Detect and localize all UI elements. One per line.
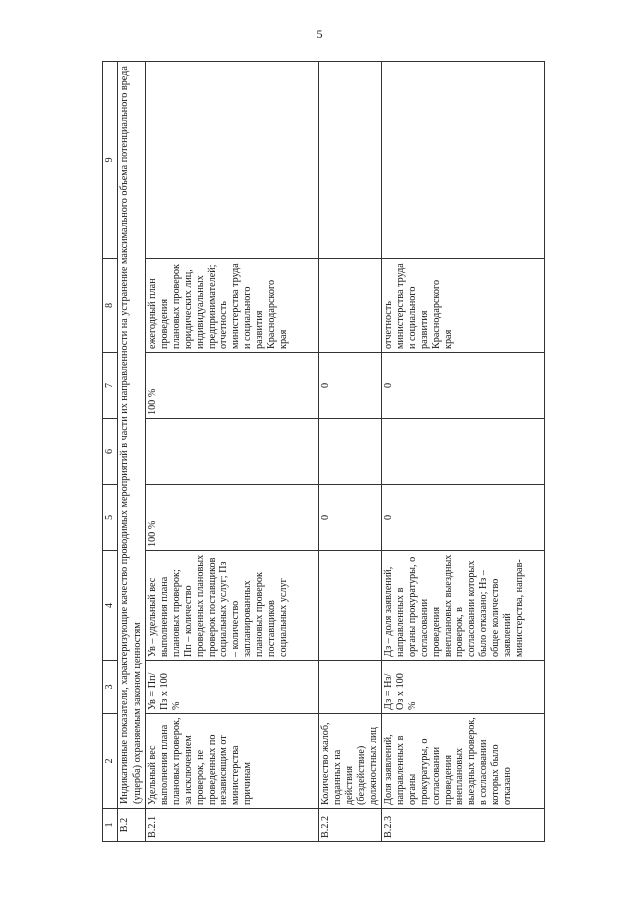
row-col9 xyxy=(319,62,382,259)
row-formula xyxy=(319,661,382,714)
col-num: 7 xyxy=(103,353,118,419)
col-num: 8 xyxy=(103,259,118,353)
section-code: В.2 xyxy=(118,809,146,842)
row-formula: Ув = Пп/Пз x 100 % xyxy=(146,661,319,714)
row-col5: 0 xyxy=(319,485,382,551)
col-num: 2 xyxy=(103,714,118,809)
row-col6 xyxy=(319,419,382,485)
row-col6 xyxy=(146,419,319,485)
column-number-row xyxy=(103,62,118,842)
row-code: В.2.2 xyxy=(319,809,382,842)
row-source: отчетность министерства труда и социального развития Краснодарского края xyxy=(382,259,545,353)
row-col9 xyxy=(382,62,545,259)
section-title: Индикативные показатели, характеризующие качество проводимых мероприятий в части их направленности на устранение максимального объема потенциального вреда (ущерба) охраняемым законом ценностям xyxy=(118,62,146,809)
row-description: Ув – удельный вес выполнения плана плановых проверок; Пп – количество проведенных плановых проверок поставщиков социальных услуг; Пз – количество запланированных плановых проверок поставщиков социальных услуг xyxy=(146,551,319,661)
row-indicator: Количество жалоб, поданных на действия (бездействие) должностных лиц xyxy=(319,714,382,809)
row-source xyxy=(319,259,382,353)
row-description xyxy=(319,551,382,661)
row-col9 xyxy=(146,62,319,259)
row-col6 xyxy=(382,419,545,485)
row-col7: 0 xyxy=(319,353,382,419)
row-code: В.2.1 xyxy=(146,809,319,842)
row-col5: 100 % xyxy=(146,485,319,551)
row-formula: Дз = Нз/Оз x 100 % xyxy=(382,661,545,714)
page-number: 5 xyxy=(316,27,323,41)
col-num: 5 xyxy=(103,485,118,551)
col-num: 3 xyxy=(103,661,118,714)
row-col5: 0 xyxy=(382,485,545,551)
row-col7: 100 % xyxy=(146,353,319,419)
table-row xyxy=(146,62,319,842)
row-description: Дз – доля заявлений, направленных в органы прокуратуры, о согласовании проведения внеплановых выездных проверок, в согласовании которых было отказано; Нз – общее количество заявлений министерства, направ- xyxy=(382,551,545,661)
rotated-table-wrapper xyxy=(102,62,542,842)
col-num: 1 xyxy=(103,809,118,842)
col-num: 9 xyxy=(103,62,118,259)
row-source: ежегодный план проведения плановых проверок юридических лиц, индивидуальных предпринимателей; отчетность министерства труда и социального развития Краснодарского края xyxy=(146,259,319,353)
table-row xyxy=(382,62,545,842)
indicators-table xyxy=(102,61,545,842)
row-indicator: Удельный вес выполнения плана плановых проверок, за исключением проверок, не проведенных по независящим от министерства причинам xyxy=(146,714,319,809)
col-num: 4 xyxy=(103,551,118,661)
section-row xyxy=(118,62,146,842)
row-code: В.2.3 xyxy=(382,809,545,842)
col-num: 6 xyxy=(103,419,118,485)
row-col7: 0 xyxy=(382,353,545,419)
row-indicator: Доля заявлений, направленных в органы прокуратуры, о согласовании проведения внеплановых выездных проверок, в согласовании которых было отказано xyxy=(382,714,545,809)
table-row xyxy=(319,62,382,842)
